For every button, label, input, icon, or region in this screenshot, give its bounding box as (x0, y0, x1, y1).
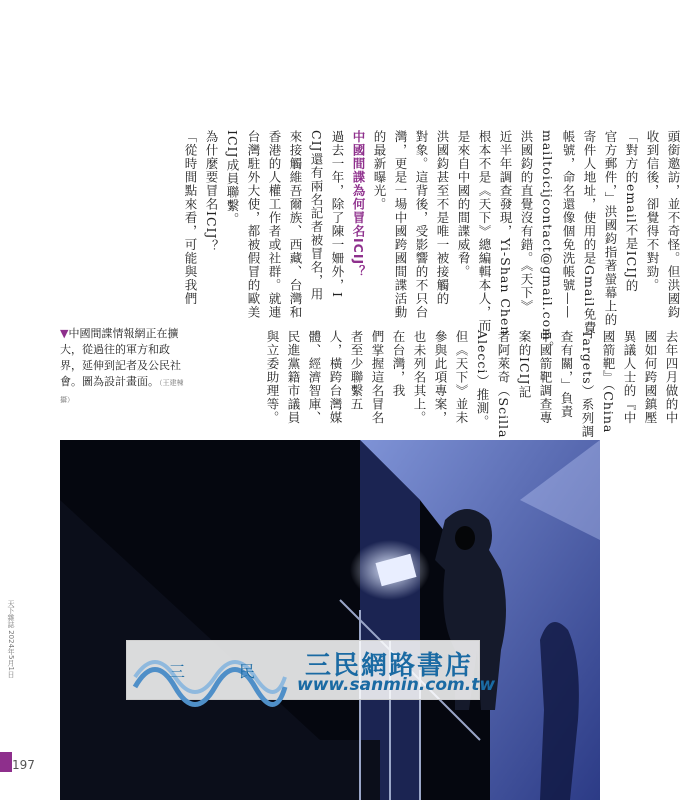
article-line: 案的ICIJ記 (517, 330, 532, 399)
article-line: 民進黨籍市議員 (286, 330, 301, 425)
article-line: 洪國鈞甚至不是唯一被接觸的 (435, 130, 450, 306)
watermark-name: 三民網路書店 (305, 651, 474, 681)
stairwell-illustration (60, 440, 600, 800)
article-line: 頭銜邀訪，並不奇怪。但洪國鈞 (666, 130, 681, 319)
article-line: 去年四月做的中 (664, 330, 679, 425)
sanmin-logo-icon (135, 647, 285, 693)
article-line: 國箭靶』（China (601, 330, 616, 434)
watermark-url: www.sanmin.com.tw (297, 675, 496, 695)
article-line: 台灣駐外大使，都被假冒的歐美 (246, 130, 261, 319)
article-line: 官方郵件，」洪國鈞指著螢幕上的 (603, 130, 618, 327)
article-line: 洪國鈞的直覺沒有錯。《天下》 (519, 130, 534, 313)
hooded-figure-photo (60, 440, 600, 800)
photo-caption (60, 326, 186, 408)
article-line: CIJ還有兩名記者被冒名，用 (309, 130, 324, 302)
article-line: 異議人士的『中 (622, 330, 637, 425)
article-line: 近半年調查發現，Yi-Shan Chen (498, 130, 513, 336)
article-line: 是來自中國的間諜威脅。 (456, 130, 471, 279)
article-line: 但《天下》並未 (454, 330, 469, 425)
article-line: 根本不是《天下》總編輯本人，而 (477, 130, 492, 333)
logo-char-left: 三 (169, 662, 186, 681)
article-line: ICIJ成員聯繫。 (225, 130, 240, 226)
article-line: 在台灣，我 (391, 330, 406, 398)
article-line: 體、經濟智庫、 (307, 330, 322, 425)
caption-credit: （王建棟攝） (60, 379, 184, 404)
article-line: 者阿萊奇（Scilla (496, 330, 511, 439)
issue-meta: 天下雜誌 2024年5月1日 (7, 600, 15, 678)
caption-marker: ▼ (60, 327, 69, 340)
article-line: 帳號，命名還像個免洗帳號—— (561, 130, 576, 319)
article-line: 查有關，」負責 (559, 330, 574, 419)
article-line: Targets）系列調 (580, 330, 595, 439)
article-line: 的最新曝光。 (372, 130, 387, 211)
article-line: 來接觸維吾爾族、西藏、台灣和 (288, 130, 303, 319)
article-line: 灣，更是一場中國跨國間諜活動 (393, 130, 408, 319)
article-line: 者至少聯繫五 (349, 330, 364, 411)
article-line: 香港的人權工作者或社群。就連 (267, 130, 282, 319)
article-line: 收到信後，卻覺得不對勁。 (645, 130, 660, 292)
article-line: 中國箭靶調查專 (538, 330, 553, 425)
article-line: 們掌握這名冒名 (370, 330, 385, 425)
article-line: 也未列名其上。 (412, 330, 427, 425)
article-line: 為什麼要冒名ICIJ？ (204, 130, 219, 253)
article-line: 與立委助理等。 (265, 330, 280, 425)
article-line: 國如何跨國鎮壓 (643, 330, 658, 425)
caption-text: 中國間諜情報網正在擴大，從過往的軍方和政界，延伸到記者及公民社會。圖為設計畫面。 (60, 327, 181, 388)
article-line: Alecci）推測。 (475, 330, 490, 429)
article-line: 「對方的email不是ICIJ的 (624, 130, 639, 293)
article-line: 人，橫跨台灣媒 (328, 330, 343, 425)
article-line: 「從時間點來看，可能與我們 (183, 130, 198, 306)
article-line: 對象。這背後，受影響的不只台 (414, 130, 429, 319)
article-line: mailtoicijcontact@gmail.com。 (540, 130, 555, 355)
article-line: 過去一年，除了陳一姍外，I (330, 130, 345, 298)
page-number: 197 (12, 758, 35, 772)
page-flag (0, 752, 12, 772)
article-line: 寄件人地址，使用的是Gmail免費 (582, 130, 597, 335)
watermark-banner (126, 640, 496, 700)
article-right-column (262, 330, 682, 448)
section-heading: 中國間諜為何冒名ICIJ？ (351, 130, 366, 279)
logo-char-right: 民 (239, 662, 256, 681)
article-line: 參與此項專案， (433, 330, 448, 425)
